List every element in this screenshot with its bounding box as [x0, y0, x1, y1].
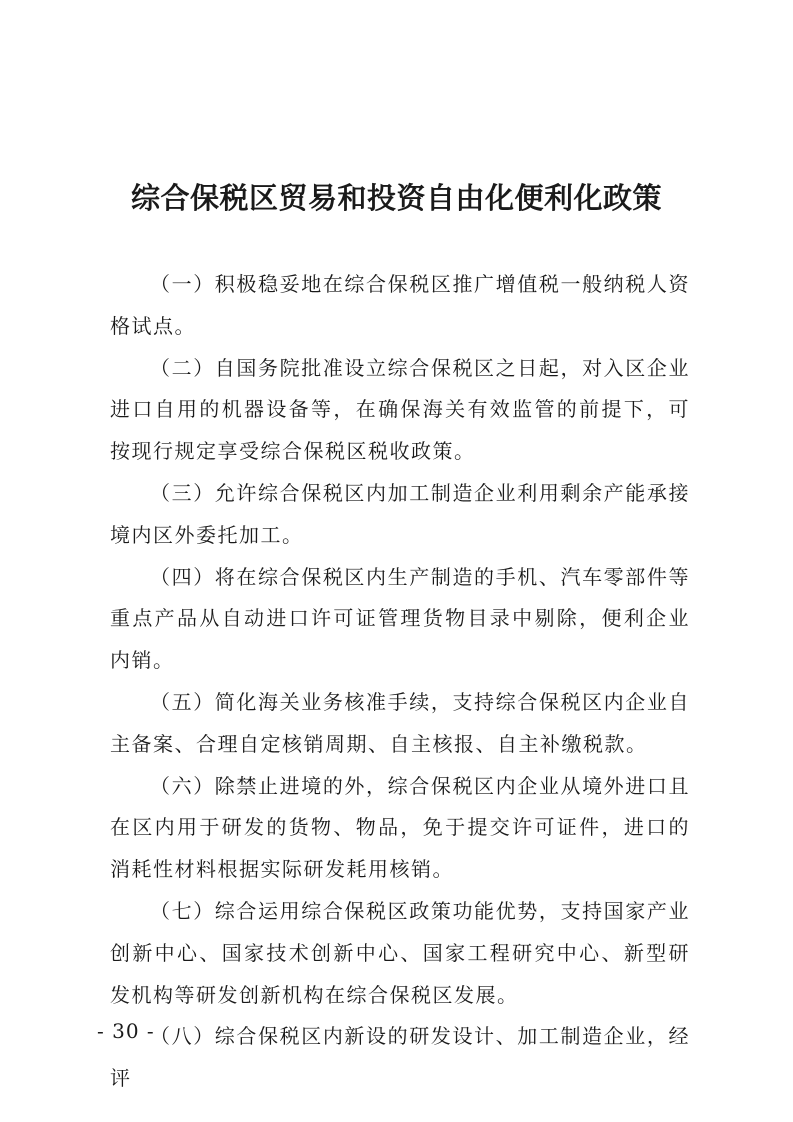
- paragraph-8: （八）综合保税区内新设的研发设计、加工制造企业，经评: [110, 1024, 690, 1091]
- paragraph-1: （一）积极稳妥地在综合保税区推广增值税一般纳税人资格试点。: [110, 272, 690, 338]
- paragraph-4: （四）将在综合保税区内生产制造的手机、汽车零部件等重点产品从自动进口许可证管理货物目录中剔除，便利企业内销。: [110, 564, 690, 673]
- paragraph-3: （三）允许综合保税区内加工制造企业利用剩余产能承接境内区外委托加工。: [110, 480, 690, 547]
- page-number: - 30 -: [97, 1019, 155, 1043]
- paragraph-6: （六）除禁止进境的外，综合保税区内企业从境外进口且在区内用于研发的货物、物品，免于提交许可证件，进口的消耗性材料根据实际研发耗用核销。: [110, 773, 690, 882]
- document-title: 综合保税区贸易和投资自由化便利化政策: [130, 181, 662, 215]
- paragraph-2: （二）自国务院批准设立综合保税区之日起，对入区企业进口自用的机器设备等，在确保海关有效监管的前提下，可按现行规定享受综合保税区税收政策。: [110, 355, 690, 464]
- paragraph-7: （七）综合运用综合保税区政策功能优势，支持国家产业创新中心、国家技术创新中心、国家工程研究中心、新型研发机构等研发创新机构在综合保税区发展。: [110, 898, 690, 1007]
- paragraph-5: （五）简化海关业务核准手续，支持综合保税区内企业自主备案、合理自定核销周期、自主核报、自主补缴税款。: [110, 689, 690, 756]
- document-body: [110, 264, 690, 1100]
